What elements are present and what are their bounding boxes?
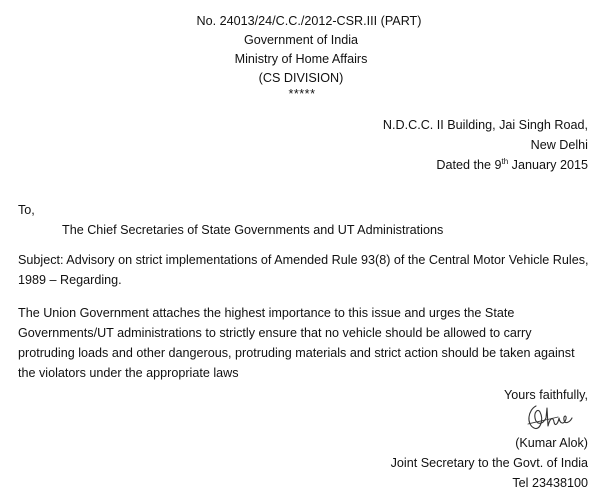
signature-mark	[522, 400, 574, 436]
body-paragraph: The Union Government attaches the highest importance to this issue and urges the State Governments/UT administrations to strictly ensure that no vehicle should be allowed to carry protruding loads and other dangerous, protruding materials and strict action should be taken against the violators under the appropriate laws	[18, 306, 575, 380]
government-name: Government of India	[243, 33, 359, 47]
division-name: (CS DIVISION)	[258, 71, 344, 85]
to-label: To,	[18, 203, 35, 217]
letter-date	[383, 155, 588, 175]
closing-text: Yours faithfully,	[503, 388, 588, 402]
letter-header	[0, 12, 600, 100]
ministry-name: Ministry of Home Affairs	[234, 52, 368, 66]
subject-line: Subject: Advisory on strict implementations of Amended Rule 93(8) of the Central Motor Vehicle Rules, 1989 – Regarding.	[18, 253, 589, 287]
date-prefix: Dated the 9	[436, 158, 502, 172]
file-number: No. 24013/24/C.C./2012-CSR.III (PART)	[196, 14, 422, 28]
address-line-1: N.D.C.C. II Building, Jai Singh Road,	[382, 118, 588, 132]
address-line-2: New Delhi	[530, 138, 588, 152]
recipient-block	[18, 200, 443, 240]
date-suffix: January 2015	[508, 158, 588, 172]
header-separator: *****	[288, 87, 316, 101]
signatory-name: (Kumar Alok)	[515, 436, 588, 450]
recipient-name: The Chief Secretaries of State Governments and UT Administrations	[62, 223, 444, 237]
date-ordinal: th	[501, 157, 509, 166]
signatory-designation: Joint Secretary to the Govt. of India	[390, 456, 588, 470]
signatory-block	[391, 433, 588, 493]
office-address	[383, 115, 588, 175]
signatory-telephone: Tel 23438100	[512, 476, 588, 490]
